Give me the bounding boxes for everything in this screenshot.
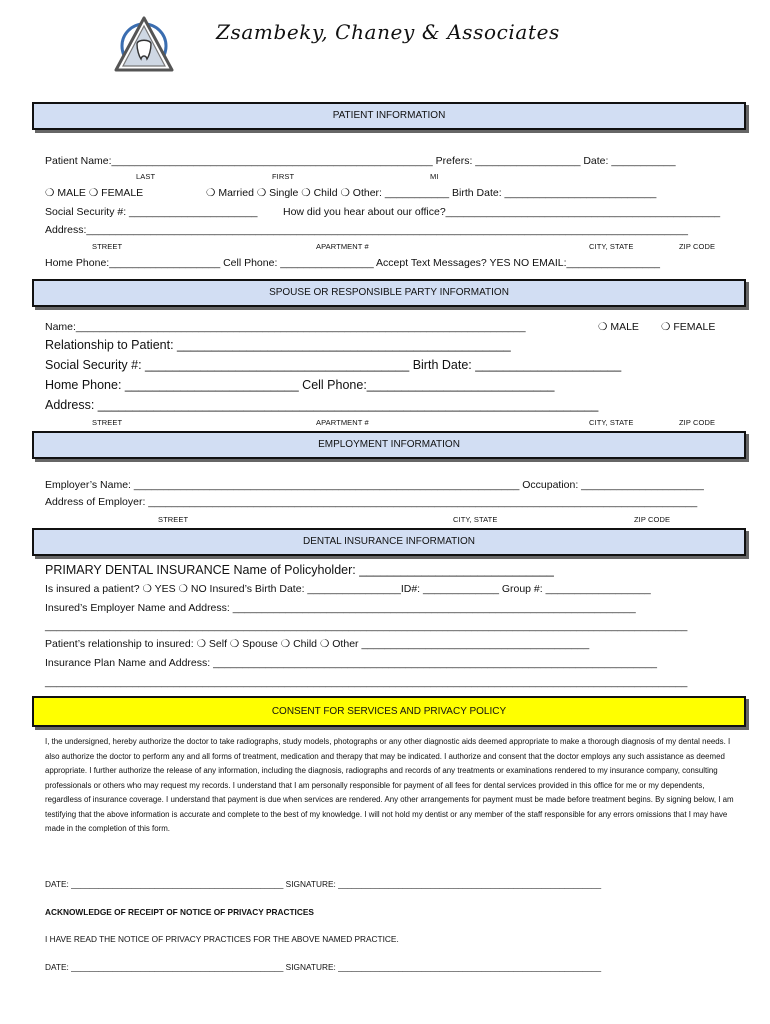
employer-name-field[interactable]: Employer’s Name: __________________________________________________________________ Occupation: _____________________ [45,479,704,491]
section-patient-information: PATIENT INFORMATION [32,102,746,130]
privacy-ack-text: I HAVE READ THE NOTICE OF PRIVACY PRACTICES FOR THE ABOVE NAMED PRACTICE. [45,934,399,944]
date-signature-row-1[interactable]: DATE: ______________________________________________ SIGNATURE: _________________________________________________________ [45,879,602,889]
insured-employer-field[interactable]: Insured’s Employer Name and Address: _____________________________________________________________________ [45,602,636,614]
referral-source-field[interactable]: How did you hear about our office?_______________________________________________ [283,206,721,218]
patient-ssn-field[interactable]: Social Security #: ______________________ [45,206,258,218]
patient-gender-options[interactable]: ❍ MALE ❍ FEMALE [45,187,144,199]
insured-patient-row[interactable]: Is insured a patient? ❍ YES ❍ NO Insured’s Birth Date: ________________ID#: _____________ Group #: __________________ [45,583,651,595]
label-last: LAST [136,172,156,181]
patient-status-options[interactable]: ❍ Married ❍ Single ❍ Child ❍ Other: ___________ Birth Date: __________________________ [206,187,657,199]
label-city-state: CITY, STATE [589,242,634,251]
section-employment-information: EMPLOYMENT INFORMATION [32,431,746,459]
section-consent: CONSENT FOR SERVICES AND PRIVACY POLICY [32,696,746,727]
practice-title: Zsambeky, Chaney & Associates [216,20,560,44]
insurance-blank-line-1[interactable]: ______________________________________________________________________________________________________________ [45,620,688,632]
spouse-phone-row[interactable]: Home Phone: _________________________ Cell Phone:___________________________ [45,378,555,392]
label-city-state: CITY, STATE [589,418,634,427]
spouse-address-field[interactable]: Address: ________________________________________________________________________ [45,398,599,412]
spouse-male-option[interactable]: ❍ MALE [598,321,639,333]
spouse-name-field[interactable]: Name:_____________________________________________________________________________ [45,321,526,333]
section-spouse-information: SPOUSE OR RESPONSIBLE PARTY INFORMATION [32,279,746,307]
patient-address-field[interactable]: Address:_______________________________________________________________________________________________________ [45,224,688,236]
insurance-blank-line-2[interactable]: ______________________________________________________________________________________________________________ [45,676,688,688]
relationship-to-insured-row[interactable]: Patient’s relationship to insured: ❍ Self ❍ Spouse ❍ Child ❍ Other _______________________________________ [45,638,590,650]
label-zip: ZIP CODE [679,242,716,251]
spouse-female-option[interactable]: ❍ FEMALE [661,321,716,333]
privacy-ack-title: ACKNOWLEDGE OF RECEIPT OF NOTICE OF PRIVACY PRACTICES [45,907,314,917]
label-zip: ZIP CODE [634,515,671,524]
label-apartment: APARTMENT # [316,242,369,251]
spouse-ssn-field[interactable]: Social Security #: ______________________________________ Birth Date: _____________________ [45,358,622,372]
patient-phone-row[interactable]: Home Phone:___________________ Cell Phone: ________________ Accept Text Messages? YES NO EMAIL:________________ [45,257,660,269]
employer-address-field[interactable]: Address of Employer: ______________________________________________________________________________________________ [45,496,698,508]
label-first: FIRST [272,172,295,181]
relationship-field[interactable]: Relationship to Patient: ________________________________________________ [45,338,511,352]
date-signature-row-2[interactable]: DATE: ______________________________________________ SIGNATURE: _________________________________________________________ [45,962,602,972]
practice-logo [112,14,176,78]
patient-name-field[interactable]: Patient Name:_______________________________________________________ Prefers: __________________ Date: ___________ [45,155,676,167]
consent-paragraph: I, the undersigned, hereby authorize the doctor to take radiographs, study models, photographs or any other diagnostic aids deemed appropriate to make a thorough diagnosis of my dental needs. I also authorize the doctor to perform any and all forms of treatment, medication and therapy that may be indicated. I authorize and consent that the doctor employs any such assistance as deemed appropriate. I further authorize the release of any information, including the diagnosis, radiographs and records of any treatments or examinations rendered to my insurance company, consulting professionals or others who may request my records. I understand that I am personally responsible for payment of all fees for dental services provided in this office for me or my dependents, regardless of insurance coverage. I understand that payment is due when services are rendered. Any other arrangements for payment must be made before treatment begins. By signing below, I am testifying that the above information is accurate and complete to the best of my knowledge. I will not hold my dentist or any member of the staff responsible for any errors omissions that I may have made in the completion of this form. [45,737,734,833]
label-street: STREET [92,242,123,251]
section-dental-insurance: DENTAL INSURANCE INFORMATION [32,528,746,556]
label-apartment: APARTMENT # [316,418,369,427]
label-mi: MI [430,172,439,181]
label-zip: ZIP CODE [679,418,716,427]
insurance-plan-field[interactable]: Insurance Plan Name and Address: ____________________________________________________________________________ [45,657,657,669]
policyholder-field[interactable]: PRIMARY DENTAL INSURANCE Name of Policyholder: ____________________________ [45,563,554,577]
label-city-state: CITY, STATE [453,515,498,524]
label-street: STREET [92,418,123,427]
label-street: STREET [158,515,189,524]
